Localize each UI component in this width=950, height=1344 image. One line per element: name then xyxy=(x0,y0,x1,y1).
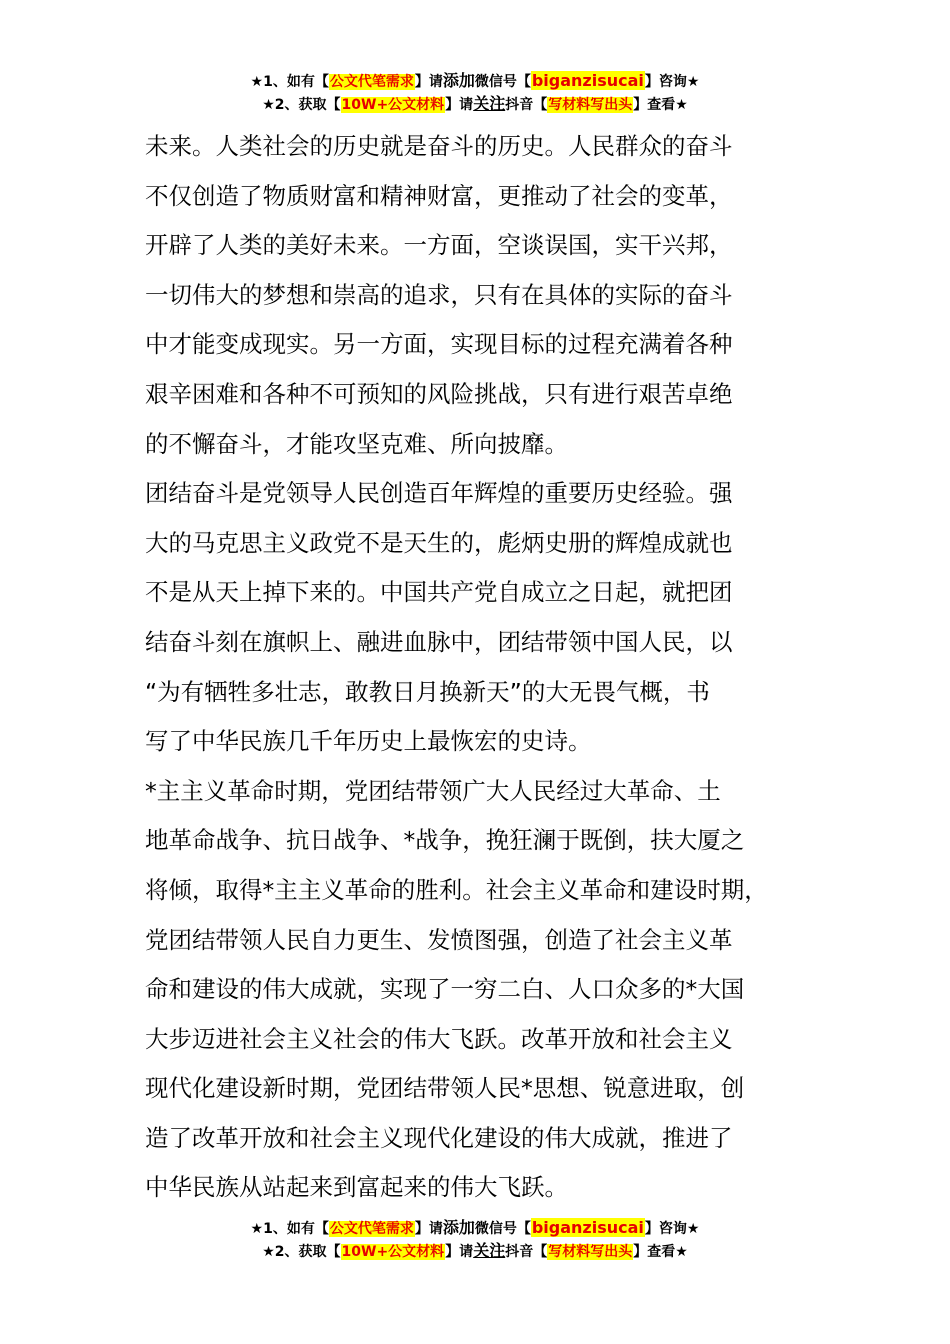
highlight-service: 公文代笔需求 xyxy=(329,74,414,90)
paragraph-1: 未来。人类社会的历史就是奋斗的历史。人民群众的奋斗 不仅创造了物质财富和精神财富，更推动了社会的变革， 开辟了人类的美好未来。一方面，空谈误国，实干兴邦， 一切伟大的梦想和崇高的追求，只有在具体的实际的奋斗 中才能变成现实。另一方面，实现目标的过程充满着各种 艰辛困难和各种不可预知的风险挑战，只有进行艰苦卓绝 的不懈奋斗，才能攻坚克难、所向披靡。 xyxy=(145,132,733,458)
header-banner xyxy=(0,70,950,116)
star-icon: ★ xyxy=(250,74,264,90)
star-icon: ★ xyxy=(675,97,688,113)
highlight-wechat-id: biganzisucai xyxy=(531,71,644,90)
star-icon: ★ xyxy=(262,1244,275,1260)
highlight-douyin: 写材料写出头 xyxy=(548,97,633,113)
highlight-materials: 10W+公文材料 xyxy=(341,97,445,113)
paragraph-2: 团结奋斗是党领导人民创造百年辉煌的重要历史经验。强 大的马克思主义政党不是天生的，彪炳史册的辉煌成就也 不是从天上掉下来的。中国共产党自成立之日起，就把团 结奋斗刻在旗帜上、融进血脉中，团结带领中国人民，以 “为有牺牲多壮志，敢教日月换新天”的大无畏气概，书 写了中华民族几千年历史上最恢宏的史诗。 xyxy=(145,479,733,756)
star-icon: ★ xyxy=(675,1244,688,1260)
star-icon: ★ xyxy=(262,97,275,113)
document-body xyxy=(145,122,835,1213)
highlight-wechat-id: biganzisucai xyxy=(531,1218,644,1237)
highlight-douyin: 写材料写出头 xyxy=(548,1244,633,1260)
banner-line-1: ★1、如有【公文代笔需求】请添加微信号【biganzisucai】咨询★ xyxy=(250,1218,700,1237)
highlight-service: 公文代笔需求 xyxy=(329,1221,414,1237)
star-icon: ★ xyxy=(250,1221,264,1237)
paragraph-3: *主主义革命时期，党团结带领广大人民经过大革命、土 地革命战争、抗日战争、*战争，挽狂澜于既倒，扶大厦之 将倾，取得*主主义革命的胜利。社会主义革命和建设时期， 党团结带领人民自力更生、发愤图强，创造了社会主义革 命和建设的伟大成就，实现了一穷二白、人口众多的*大国 大步迈进社会主义社会的伟大飞跃。改革开放和社会主义 现代化建设新时期，党团结带领人民*思想、锐意进取，创 造了改革开放和社会主义现代化建设的伟大成就，推进了 中华民族从站起来到富起来的伟大飞跃。 xyxy=(145,776,768,1202)
star-icon: ★ xyxy=(686,1221,700,1237)
banner-line-2: ★2、获取【10W+公文材料】请关注抖音【写材料写出头】查看★ xyxy=(262,94,688,113)
highlight-materials: 10W+公文材料 xyxy=(341,1244,445,1260)
star-icon: ★ xyxy=(686,74,700,90)
footer-banner xyxy=(0,1217,950,1263)
banner-line-1: ★1、如有【公文代笔需求】请添加微信号【biganzisucai】咨询★ xyxy=(250,71,700,90)
banner-line-2: ★2、获取【10W+公文材料】请关注抖音【写材料写出头】查看★ xyxy=(262,1241,688,1260)
